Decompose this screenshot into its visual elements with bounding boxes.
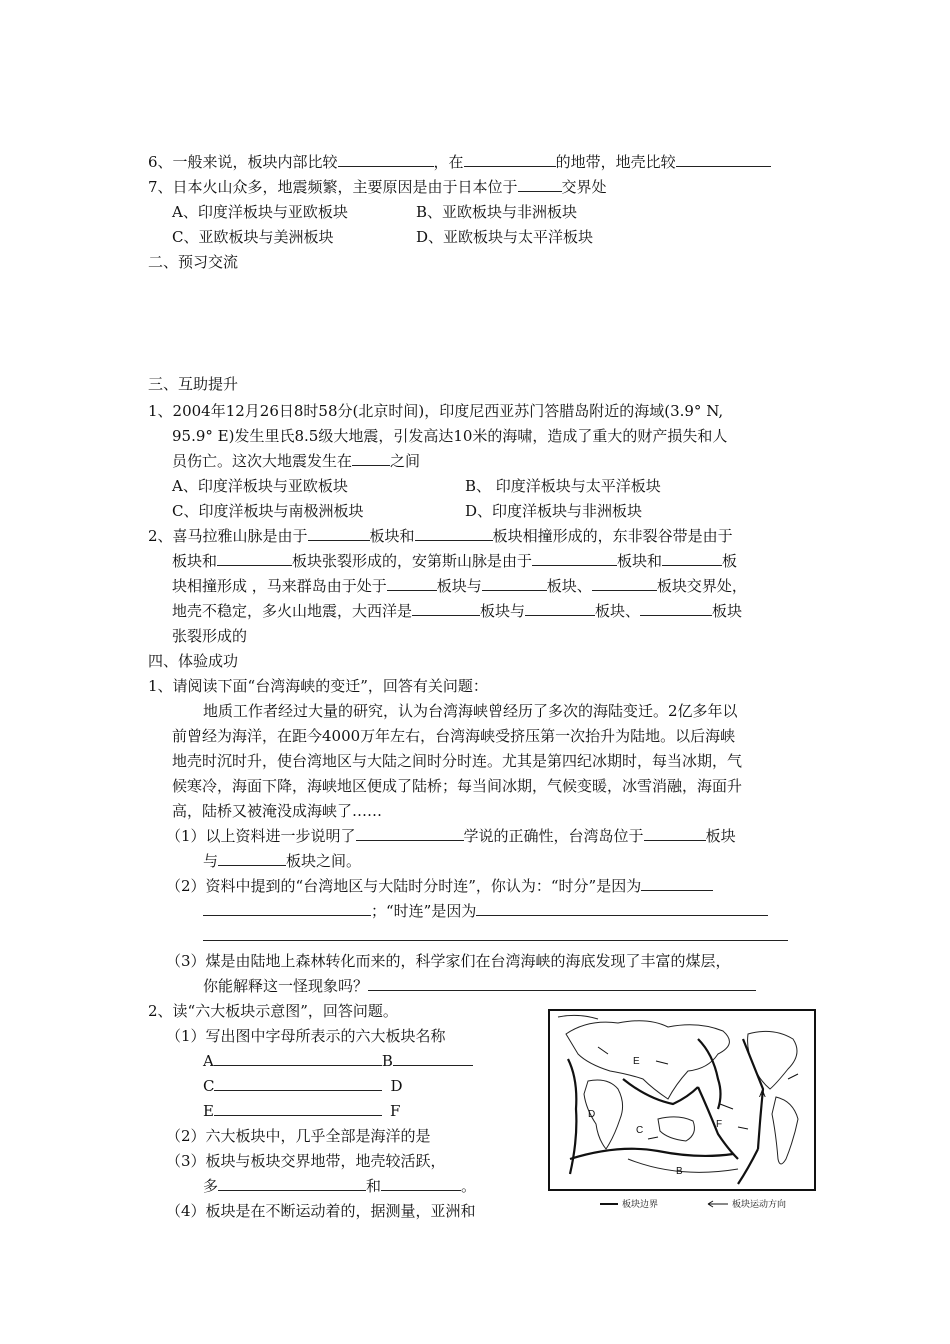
section-4-heading: 四、体验成功 [148,652,239,670]
blank[interactable] [518,177,562,192]
s4q2-row-ab [203,1051,473,1071]
blank[interactable] [482,576,547,591]
blank[interactable] [381,1176,461,1191]
s4q2-sub4: （4）板块是在不断运动着的，据测量，亚洲和 [166,1202,476,1220]
s4q2-sub3-line1: （3）板块与板块交界地带，地壳较活跃， [166,1152,446,1170]
label: E [203,1102,214,1120]
blank[interactable] [203,901,371,916]
text: 板块和 [617,552,663,570]
blank[interactable] [218,1176,366,1191]
text: （1）以上资料进一步说明了 [166,827,356,845]
label: F [389,1102,401,1120]
blank[interactable] [464,152,556,167]
text: 。 [461,1177,477,1195]
s4q2-row-cd [203,1076,403,1096]
blank[interactable] [532,551,617,566]
q6-line [148,152,771,172]
s3q2-line5: 张裂形成的 [172,627,248,645]
s3q2-line2 [172,551,737,571]
map-label-c: C [636,1125,644,1136]
text: 学说的正确性，台湾岛位于 [463,827,644,845]
text: 的地带，地壳比较 [555,153,676,171]
s4q1-sub3-line2 [203,976,756,996]
blank[interactable] [393,1051,473,1066]
blank[interactable] [214,1101,382,1116]
blank[interactable] [676,152,771,167]
text: 板块相撞形成的，东非裂谷带是由于 [492,527,733,545]
text: 2、喜马拉雅山脉是由于 [148,527,308,545]
s4q1-sub1-line2 [203,851,361,871]
text: 和 [366,1177,382,1195]
s3q1-line3 [172,451,420,471]
text: 板块与 [480,602,526,620]
s4q1-sub2-line1 [166,876,713,896]
s3q2-line3 [172,576,747,596]
text: 员伤亡。这次大地震发生在 [172,452,353,470]
text: 板块、 [595,602,641,620]
s3q1-line1: 1、2004年12月26日8时58分(北京时间)，印度尼西亚苏门答腊岛附近的海域(3.9° N, [148,402,724,420]
blank[interactable] [644,826,706,841]
legend-motion-label: 板块运动方向 [732,1200,787,1210]
text: 6、一般来说，板块内部比较 [148,153,338,171]
label: B [381,1052,393,1070]
blank[interactable] [641,876,713,891]
q7-option-c: C、亚欧板块与美洲板块 [172,228,334,246]
blank[interactable] [412,601,480,616]
s3q1-option-b: B、 印度洋板块与太平洋板块 [465,477,661,495]
blank[interactable] [352,451,390,466]
text: 板块与 [436,577,482,595]
map-label-e: E [633,1056,640,1067]
s3q1-option-a: A、印度洋板块与亚欧板块 [172,477,348,495]
s4q1-sub1-line1 [166,826,736,846]
s4q1-para-line: 前曾经为海洋，在距今4000万年左右，台湾海峡受挤压第一次抬升为陆地。以后海峡 [172,727,736,745]
map-label-f: F [716,1119,723,1130]
text: 板块、 [546,577,592,595]
map-label-d: D [588,1109,596,1120]
s4q2-row-ef [203,1101,400,1121]
blank[interactable] [387,576,437,591]
text: 多 [203,1177,219,1195]
s4q1-sub2-line3 [203,926,788,946]
blank[interactable] [592,576,657,591]
text: 交界处 [561,178,607,196]
text: ，在 [433,153,464,171]
label: A [203,1052,214,1070]
text: 7、日本火山众多，地震频繁，主要原因是由于日本位于 [148,178,518,196]
s3q1-line2: 95.9° E)发生里氏8.5级大地震，引发高达10米的海啸，造成了重大的财产损失和人 [172,427,728,445]
label: C [203,1077,215,1095]
text: 你能解释这一怪现象吗？ [203,977,369,995]
text: 板块之间。 [286,852,362,870]
q7-stem [148,177,607,197]
label: D [390,1077,403,1095]
s4q1-para-line: 候寒冷，海面下降，海峡地区便成了陆桥；每当间冰期，气候变暖，冰雪消融，海面升 [172,777,743,795]
blank[interactable] [338,152,434,167]
q7-option-d: D、亚欧板块与太平洋板块 [416,228,594,246]
text: 板块交界处， [656,577,747,595]
blank[interactable] [476,901,768,916]
text: ；“时连”是因为 [371,902,477,920]
blank[interactable] [308,526,370,541]
s3q2-line4 [172,601,742,621]
blank[interactable] [525,601,595,616]
map-label-b: B [676,1166,683,1177]
legend-boundary-label: 板块边界 [622,1200,659,1210]
s4q2-sub3-line2 [203,1176,476,1196]
six-plates-map [548,1009,816,1216]
q7-option-a: A、印度洋板块与亚欧板块 [172,203,348,221]
s3q1-option-c: C、印度洋板块与南极洲板块 [172,502,364,520]
text: 板块 [705,827,736,845]
s4q1-para-line: 高，陆桥又被淹没成海峡了…… [172,802,383,820]
blank[interactable] [368,976,756,991]
text: 块相撞形成 ，马来群岛由于处于 [172,577,387,595]
text: 板块和 [172,552,218,570]
blank[interactable] [218,851,286,866]
text: 与 [203,852,219,870]
section-2-heading: 二、预习交流 [148,253,239,271]
s4q1-para-line: 地质工作者经过大量的研究，认为台湾海峡曾经历了多次的海陆变迁。2亿多年以 [203,702,738,720]
blank[interactable] [356,826,464,841]
blank[interactable] [214,1076,382,1091]
blank[interactable] [415,526,493,541]
blank[interactable] [214,1051,382,1066]
s3q1-option-d: D、印度洋板块与非洲板块 [465,502,643,520]
text: 板 [722,552,738,570]
text: 板块和 [369,527,415,545]
s4q2-sub2: （2）六大板块中，几乎全部是海洋的是 [166,1127,431,1145]
s4q2-title: 2、读“六大板块示意图”，回答问题。 [148,1002,398,1020]
s4q2-sub1: （1）写出图中字母所表示的六大板块名称 [166,1027,446,1045]
text: 板块张裂形成的，安第斯山脉是由于 [292,552,533,570]
map-label-a: A [759,1089,766,1100]
text: 地壳不稳定，多火山地震，大西洋是 [172,602,413,620]
s4q1-title: 1、请阅读下面“台湾海峡的变迁”，回答有关问题： [148,677,488,695]
blank[interactable] [217,551,292,566]
s3q2-line1 [148,526,733,546]
blank[interactable] [203,926,788,941]
text: 之间 [390,452,421,470]
blank[interactable] [640,601,712,616]
text: （2）资料中提到的“台湾地区与大陆时分时连”，你认为：“时分”是因为 [166,877,642,895]
section-3-heading: 三、互助提升 [148,375,239,393]
s4q1-para-line: 地壳时沉时升，使台湾地区与大陆之间时分时连。尤其是第四纪冰期时，每当冰期，气 [172,752,743,770]
s4q1-sub3-line1: （3）煤是由陆地上森林转化而来的，科学家们在台湾海峡的海底发现了丰富的煤层， [166,952,731,970]
blank[interactable] [662,551,722,566]
text: 板块 [712,602,743,620]
q7-option-b: B、亚欧板块与非洲板块 [416,203,578,221]
s4q1-sub2-line2 [203,901,768,921]
